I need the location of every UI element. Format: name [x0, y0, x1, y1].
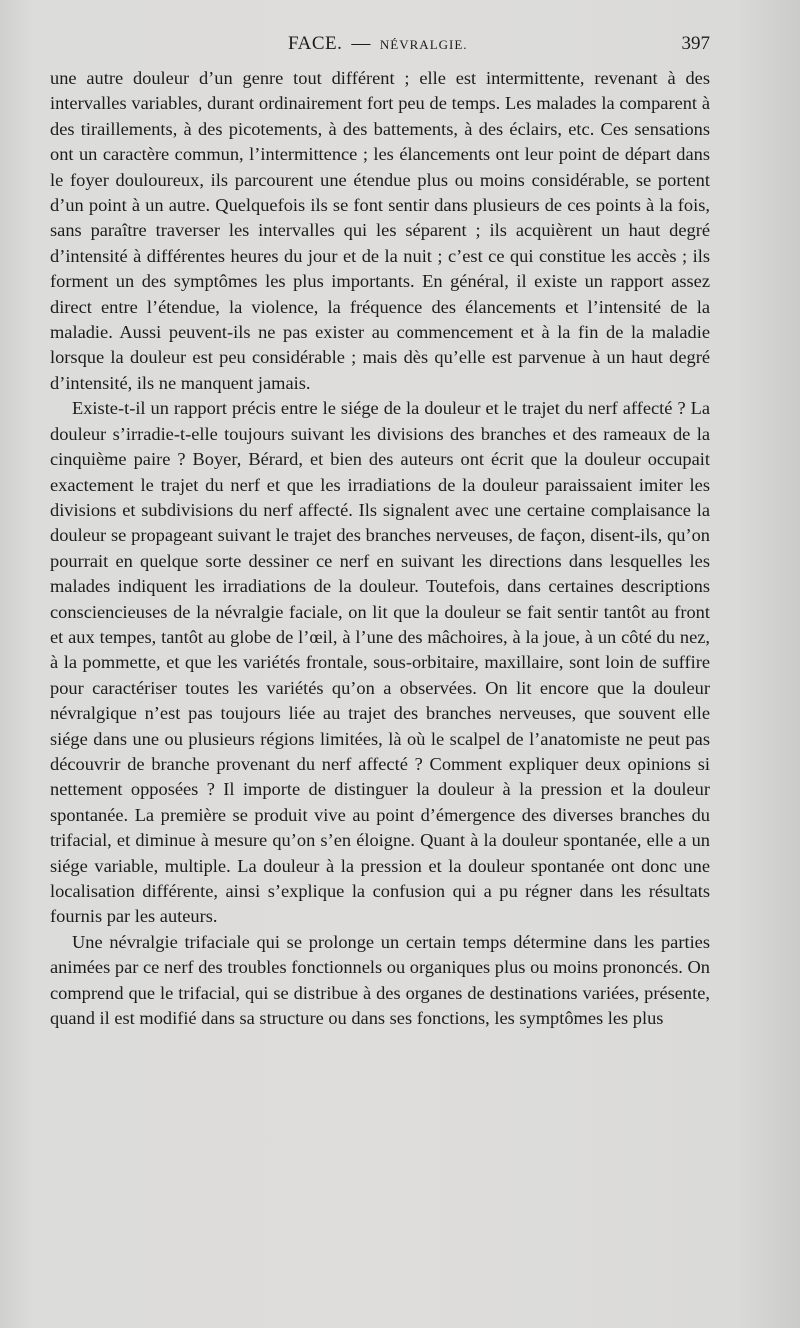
paragraph: Une névralgie trifaciale qui se prolonge un certain temps détermine dans les parties animées par ce nerf des troubles fonctionnels ou organiques plus ou moins prononcés. On comprend que le trifacial, qui se distribue à des organes de destinations variées, présente, quand il est modifié dans sa structure ou dans ses fonctions, les symptômes les plus: [50, 931, 710, 1029]
running-title: FACE.: [288, 33, 343, 54]
running-head-dash: —: [351, 33, 371, 54]
running-head: [288, 33, 468, 55]
page-header: [50, 33, 710, 57]
running-subtitle: NÉVRALGIE.: [379, 37, 468, 52]
paragraph: une autre douleur d’un genre tout différent ; elle est intermittente, revenant à des intervalles variables, durant ordinairement fort peu de temps. Les malades la comparent à des tiraillements, à des picotements, à des battements, à des éclairs, etc. Ces sensations ont un caractère commun, l’intermittence ; les élancements ont leur point de départ dans le foyer douloureux, ils parcourent une étendue plus ou moins considérable, se portent d’un point à un autre. Quelquefois ils se font sentir dans plusieurs de ces points à la fois, sans paraître traverser les intervalles qui les séparent ; ils acquièrent un haut degré d’intensité à différentes heures du jour et de la nuit ; c’est ce qui constitue les accès ; ils forment un des symptômes les plus importants. En général, il existe un rapport assez direct entre l’étendue, la violence, la fréquence des élancements et l’intensité de la maladie. Aussi peuvent-ils ne pas exister au commencement et à la fin de la maladie lorsque la douleur est peu considérable ; mais dès qu’elle est parvenue à un haut degré d’intensité, ils ne manquent jamais.: [50, 68, 710, 393]
body-text: [50, 66, 710, 1031]
paragraph: Existe-t-il un rapport précis entre le siége de la douleur et le trajet du nerf affecté ? La douleur s’irradie-t-elle toujours suivant les divisions des branches et des rameaux de la cinquième paire ? Boyer, Bérard, et bien des auteurs ont écrit que la douleur occupait exactement le trajet du nerf et que les irradiations de la douleur paraissaient imiter les divisions et subdivisions du nerf affecté. Ils signalent avec une certaine complaisance la douleur se propageant suivant le trajet des branches nerveuses, de façon, disent-ils, qu’on pourrait en quelque sorte dessiner ce nerf en suivant les directions dans lesquelles les malades indiquent les irradiations de la douleur. Toutefois, dans certaines descriptions consciencieuses de la névralgie faciale, on lit que la douleur se fait sentir tantôt au front et aux tempes, tantôt au globe de l’œil, à l’une des mâchoires, à la joue, à un côté du nez, à la pommette, et que les variétés frontale, sous-orbitaire, maxillaire, sont loin de suffire pour caractériser toutes les variétés qu’on a observées. On lit encore que la douleur névralgique n’est pas toujours liée au trajet des branches nerveuses, que souvent elle siége dans une ou plusieurs régions limitées, là où le scalpel de l’anatomiste ne peut pas découvrir de branche provenant du nerf affecté ? Comment expliquer deux opinions si nettement opposées ? Il importe de distinguer la douleur à la pression et la douleur spontanée. La première se produit vive au point d’émergence des diverses branches du trifacial, et diminue à mesure qu’on s’en éloigne. Quant à la douleur spontanée, elle a un siége variable, multiple. La douleur à la pression et la douleur spontanée ont donc une localisation différente, ainsi s’explique la confusion qui a pu régner dans les résultats fournis par les auteurs.: [50, 398, 710, 927]
page-number: 397: [681, 33, 710, 54]
